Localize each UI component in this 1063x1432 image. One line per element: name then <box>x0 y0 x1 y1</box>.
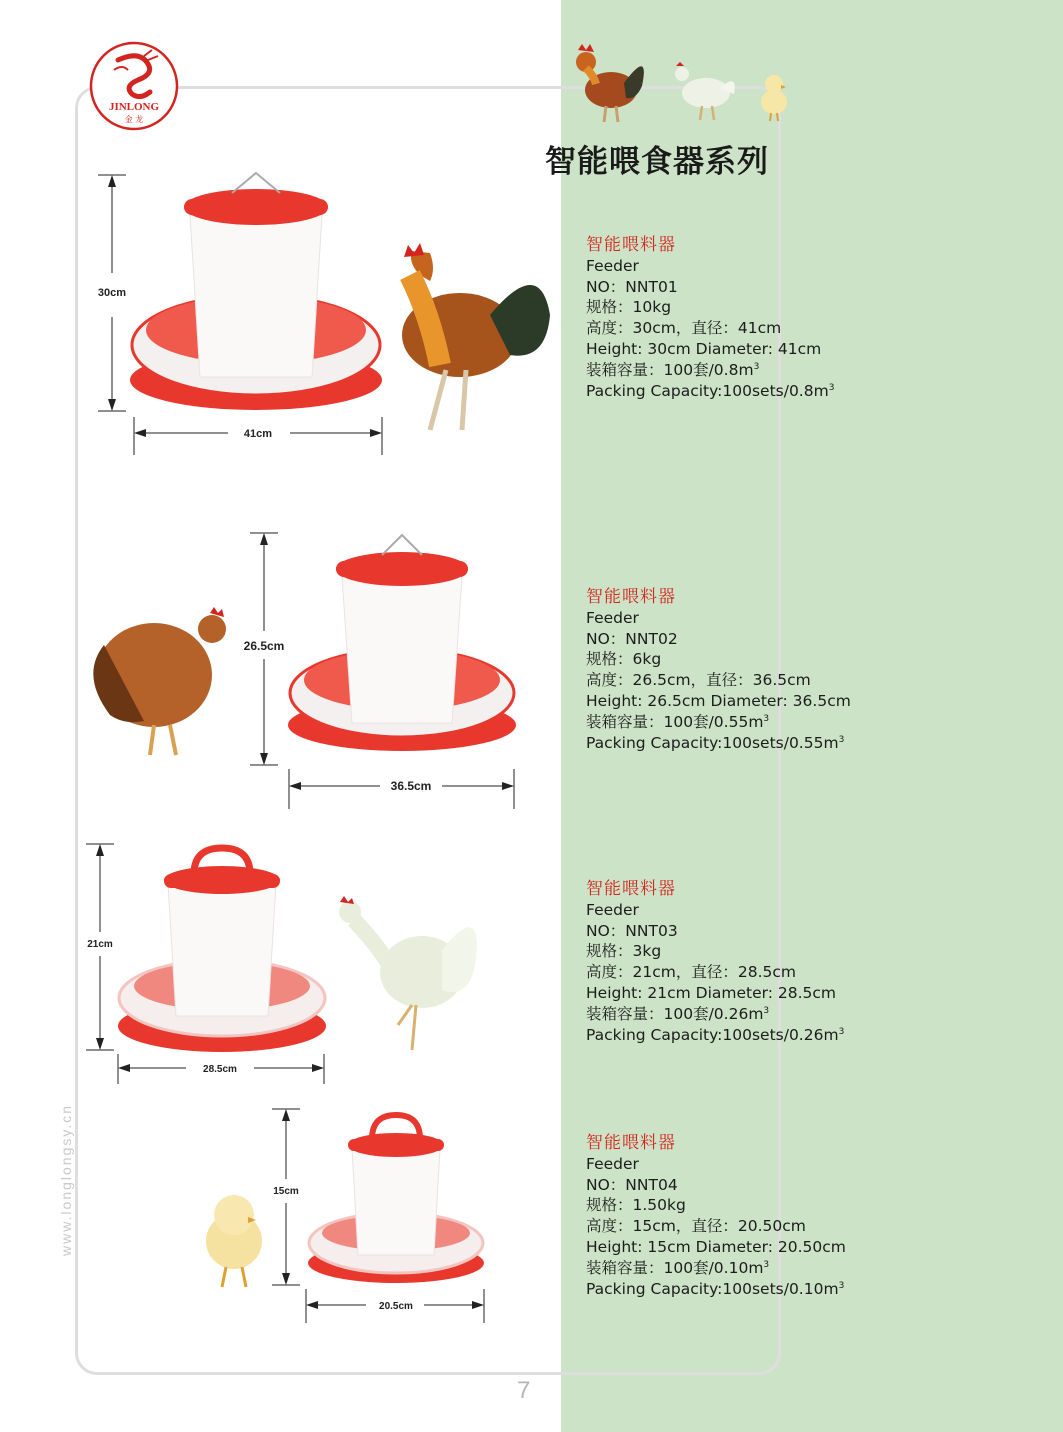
hen-icon <box>93 607 226 755</box>
product-size-en: Height: 26.5cm Diameter: 36.5cm <box>586 691 851 710</box>
product-title-cn: 智能喂料器 <box>586 587 676 607</box>
series-title: 智能喂食器系列 <box>545 144 769 180</box>
product-weight: 规格：3kg <box>586 942 662 961</box>
product-size-cn: 高度：30cm，直径：41cm <box>586 319 782 338</box>
product-weight: 规格：6kg <box>586 650 662 669</box>
product-number: NO：NNT03 <box>586 921 678 940</box>
product-size-cn: 高度：15cm，直径：20.50cm <box>586 1217 806 1236</box>
product-spec-nnt01 <box>586 235 1046 401</box>
product-number: NO：NNT02 <box>586 629 678 648</box>
packing-cn: 装箱容量：100套$/0.8m^3$ <box>586 360 760 379</box>
height-label: 30cm <box>97 287 127 299</box>
height-dimension <box>244 533 285 765</box>
packing-en: Packing $Capacity:100sets/0.26m^3$ <box>586 1025 845 1044</box>
logo-text-cn: 金 龙 <box>124 115 144 124</box>
website-url: www.longlongsy.cn <box>58 1103 74 1257</box>
product-size-cn: 高度：21cm，直径：28.5cm <box>586 963 796 982</box>
feeder-icon <box>118 848 326 1052</box>
product-title-en: Feeder <box>586 900 639 919</box>
diameter-label: 20.5cm <box>379 1301 413 1312</box>
white-hen-icon <box>339 896 477 1050</box>
logo-text: JINLONG <box>108 101 160 113</box>
diameter-dimension <box>289 769 514 809</box>
product-title-en: Feeder <box>586 1154 639 1173</box>
product-3-illustration <box>82 840 502 1080</box>
diameter-label: 36.5cm <box>390 779 432 793</box>
product-title-cn: 智能喂料器 <box>586 235 676 255</box>
product-weight: 规格：10kg <box>586 298 672 317</box>
header-birds <box>566 28 796 128</box>
rooster-icon <box>402 243 550 430</box>
feeder-icon <box>308 1115 484 1283</box>
product-spec-nnt03 <box>586 879 1046 1045</box>
height-label: 15cm <box>273 1186 299 1197</box>
white-hen-icon <box>675 62 735 120</box>
product-title-en: Feeder <box>586 256 639 275</box>
product-title-en: Feeder <box>586 608 639 627</box>
height-dimension <box>272 1109 300 1285</box>
height-label: 26.5cm <box>243 639 285 653</box>
height-dimension <box>98 175 126 411</box>
product-number: NO：NNT01 <box>586 277 678 296</box>
packing-cn: 装箱容量：100套$/0.10m^3$ <box>586 1258 770 1277</box>
product-title-cn: 智能喂料器 <box>586 1133 676 1153</box>
packing-en: Packing $Capacity:100sets/0.10m^3$ <box>586 1279 845 1298</box>
diameter-dimension <box>306 1289 484 1323</box>
page-number: 7 <box>517 1377 531 1404</box>
packing-cn: 装箱容量：100套$/0.26m^3$ <box>586 1004 770 1023</box>
product-spec-nnt02 <box>586 587 1046 753</box>
height-label: 21cm <box>87 939 113 950</box>
product-spec-nnt04 <box>586 1133 1046 1299</box>
product-weight: 规格：1.50kg <box>586 1196 686 1215</box>
rooster-icon <box>576 44 644 122</box>
product-number: NO：NNT04 <box>586 1175 678 1194</box>
product-1-illustration <box>90 165 560 460</box>
feeder-icon <box>130 173 382 410</box>
diameter-dimension <box>118 1054 324 1084</box>
diameter-label: 41cm <box>243 428 273 440</box>
chick-icon <box>206 1195 262 1287</box>
height-dimension <box>86 844 114 1050</box>
product-size-cn: 高度：26.5cm，直径：36.5cm <box>586 671 811 690</box>
diameter-dimension <box>134 417 382 455</box>
product-2-illustration <box>84 525 524 815</box>
product-title-cn: 智能喂料器 <box>586 879 676 899</box>
packing-en: Packing $Capacity:100sets/0.55m^3$ <box>586 733 845 752</box>
product-size-en: Height: 30cm Diameter: 41cm <box>586 339 822 358</box>
product-size-en: Height: 15cm Diameter: 20.50cm <box>586 1237 846 1256</box>
chick-icon <box>761 75 787 121</box>
product-size-en: Height: 21cm Diameter: 28.5cm <box>586 983 837 1002</box>
product-4-illustration <box>200 1105 500 1330</box>
packing-en: Packing $Capacity:100sets/0.8m^3$ <box>586 381 835 400</box>
packing-cn: 装箱容量：100套$/0.55m^3$ <box>586 712 770 731</box>
diameter-label: 28.5cm <box>203 1064 237 1075</box>
jinlong-logo-icon <box>88 40 180 132</box>
feeder-icon <box>288 535 516 751</box>
